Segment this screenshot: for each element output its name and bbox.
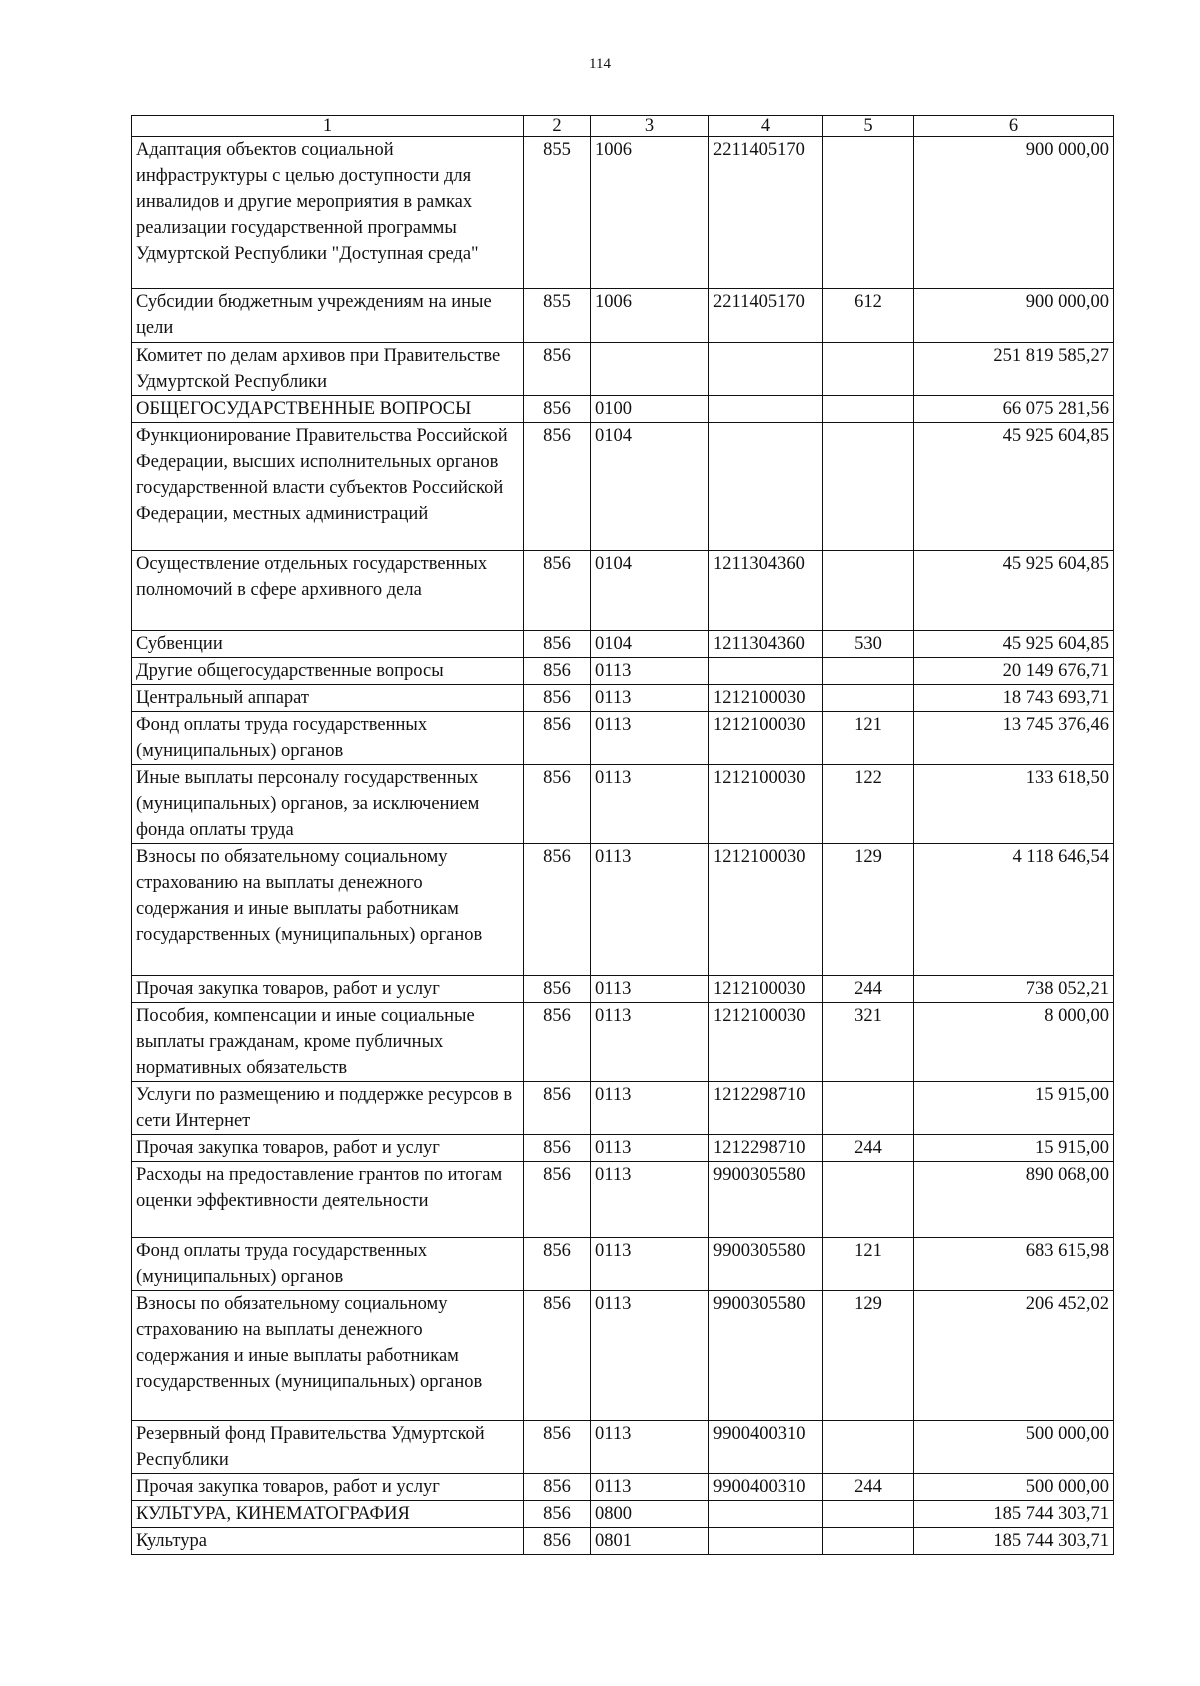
- row-name-cell: КУЛЬТУРА, КИНЕМАТОГРАФИЯ: [132, 1501, 524, 1528]
- row-code-cell: 856: [524, 1162, 591, 1238]
- row-target-cell: [709, 423, 823, 551]
- row-name-cell: Фонд оплаты труда государственных (муниципальных) органов: [132, 1238, 524, 1291]
- row-amount-cell: 15 915,00: [914, 1082, 1114, 1135]
- row-name-cell: Другие общегосударственные вопросы: [132, 658, 524, 685]
- row-amount-cell: 683 615,98: [914, 1238, 1114, 1291]
- row-target-cell: 9900400310: [709, 1421, 823, 1474]
- row-section-cell: 0113: [591, 1003, 709, 1082]
- column-header: 4: [709, 116, 823, 137]
- row-name-cell: Прочая закупка товаров, работ и услуг: [132, 1135, 524, 1162]
- table-row: [132, 712, 1114, 765]
- table-row: [132, 396, 1114, 423]
- row-type-cell: [823, 137, 914, 289]
- row-amount-cell: 738 052,21: [914, 976, 1114, 1003]
- row-type-cell: [823, 1162, 914, 1238]
- table-row: [132, 658, 1114, 685]
- row-code-cell: 856: [524, 343, 591, 396]
- row-target-cell: 1212100030: [709, 1003, 823, 1082]
- table-row: [132, 844, 1114, 976]
- row-target-cell: [709, 658, 823, 685]
- row-name-cell: ОБЩЕГОСУДАРСТВЕННЫЕ ВОПРОСЫ: [132, 396, 524, 423]
- row-code-cell: 856: [524, 976, 591, 1003]
- row-amount-cell: 500 000,00: [914, 1474, 1114, 1501]
- row-target-cell: 1211304360: [709, 551, 823, 631]
- row-name-cell: Функционирование Правительства Российской Федерации, высших исполнительных органов государственной власти субъектов Российской Федерации, местных администраций: [132, 423, 524, 551]
- row-section-cell: 0113: [591, 658, 709, 685]
- row-code-cell: 856: [524, 423, 591, 551]
- row-code-cell: 856: [524, 1501, 591, 1528]
- row-name-cell: Адаптация объектов социальной инфраструктуры с целью доступности для инвалидов и другие мероприятия в рамках реализации государственной программы Удмуртской Республики "Доступная среда": [132, 137, 524, 289]
- row-code-cell: 856: [524, 844, 591, 976]
- row-type-cell: 530: [823, 631, 914, 658]
- row-amount-cell: 8 000,00: [914, 1003, 1114, 1082]
- row-type-cell: 244: [823, 1474, 914, 1501]
- row-code-cell: 856: [524, 685, 591, 712]
- row-type-cell: [823, 343, 914, 396]
- table-row: [132, 551, 1114, 631]
- row-section-cell: 1006: [591, 289, 709, 343]
- row-name-cell: Прочая закупка товаров, работ и услуг: [132, 1474, 524, 1501]
- row-name-cell: Взносы по обязательному социальному страхованию на выплаты денежного содержания и иные выплаты работникам государственных (муниципальных) органов: [132, 1291, 524, 1421]
- row-name-cell: Резервный фонд Правительства Удмуртской Республики: [132, 1421, 524, 1474]
- row-target-cell: 9900305580: [709, 1238, 823, 1291]
- row-type-cell: 122: [823, 765, 914, 844]
- table-row: [132, 1238, 1114, 1291]
- row-amount-cell: 900 000,00: [914, 289, 1114, 343]
- page-number: 114: [589, 56, 611, 72]
- row-target-cell: [709, 1501, 823, 1528]
- row-section-cell: 0113: [591, 976, 709, 1003]
- row-amount-cell: 13 745 376,46: [914, 712, 1114, 765]
- row-amount-cell: 206 452,02: [914, 1291, 1114, 1421]
- row-section-cell: 0104: [591, 551, 709, 631]
- row-type-cell: [823, 685, 914, 712]
- column-header: 1: [132, 116, 524, 137]
- row-amount-cell: 66 075 281,56: [914, 396, 1114, 423]
- row-section-cell: 0113: [591, 1474, 709, 1501]
- row-section-cell: 0113: [591, 712, 709, 765]
- column-header: 5: [823, 116, 914, 137]
- table-body: [132, 137, 1114, 1555]
- row-target-cell: 9900305580: [709, 1162, 823, 1238]
- row-code-cell: 856: [524, 551, 591, 631]
- row-type-cell: [823, 423, 914, 551]
- row-code-cell: 856: [524, 1003, 591, 1082]
- row-type-cell: 244: [823, 976, 914, 1003]
- table-row: [132, 1162, 1114, 1238]
- table-row: [132, 1135, 1114, 1162]
- row-name-cell: Комитет по делам архивов при Правительстве Удмуртской Республики: [132, 343, 524, 396]
- row-target-cell: 1212100030: [709, 712, 823, 765]
- row-name-cell: Иные выплаты персоналу государственных (муниципальных) органов, за исключением фонда оплаты труда: [132, 765, 524, 844]
- row-code-cell: 856: [524, 1291, 591, 1421]
- table-row: [132, 631, 1114, 658]
- row-section-cell: 0113: [591, 1135, 709, 1162]
- row-target-cell: [709, 343, 823, 396]
- row-type-cell: [823, 1421, 914, 1474]
- table-row: [132, 137, 1114, 289]
- row-code-cell: 856: [524, 765, 591, 844]
- row-section-cell: 0113: [591, 844, 709, 976]
- row-target-cell: 1212298710: [709, 1082, 823, 1135]
- row-type-cell: [823, 551, 914, 631]
- row-amount-cell: 4 118 646,54: [914, 844, 1114, 976]
- row-amount-cell: 890 068,00: [914, 1162, 1114, 1238]
- row-section-cell: 0113: [591, 765, 709, 844]
- row-code-cell: 856: [524, 396, 591, 423]
- row-code-cell: 856: [524, 1082, 591, 1135]
- column-header: 3: [591, 116, 709, 137]
- row-amount-cell: 251 819 585,27: [914, 343, 1114, 396]
- row-code-cell: 856: [524, 631, 591, 658]
- row-code-cell: 856: [524, 712, 591, 765]
- row-amount-cell: 15 915,00: [914, 1135, 1114, 1162]
- row-target-cell: 1212100030: [709, 685, 823, 712]
- row-amount-cell: 20 149 676,71: [914, 658, 1114, 685]
- table-row: [132, 1421, 1114, 1474]
- table-row: [132, 343, 1114, 396]
- row-code-cell: 855: [524, 137, 591, 289]
- row-type-cell: 244: [823, 1135, 914, 1162]
- row-amount-cell: 45 925 604,85: [914, 631, 1114, 658]
- row-name-cell: Взносы по обязательному социальному страхованию на выплаты денежного содержания и иные выплаты работникам государственных (муниципальных) органов: [132, 844, 524, 976]
- row-section-cell: 0113: [591, 685, 709, 712]
- table-row: [132, 1474, 1114, 1501]
- row-code-cell: 856: [524, 1474, 591, 1501]
- row-code-cell: 856: [524, 1421, 591, 1474]
- row-code-cell: 856: [524, 1528, 591, 1555]
- row-type-cell: [823, 658, 914, 685]
- row-target-cell: 1212100030: [709, 976, 823, 1003]
- row-type-cell: [823, 1528, 914, 1555]
- row-amount-cell: 133 618,50: [914, 765, 1114, 844]
- row-type-cell: 321: [823, 1003, 914, 1082]
- row-amount-cell: 500 000,00: [914, 1421, 1114, 1474]
- row-type-cell: [823, 396, 914, 423]
- table-row: [132, 1291, 1114, 1421]
- row-target-cell: 1212298710: [709, 1135, 823, 1162]
- row-amount-cell: 900 000,00: [914, 137, 1114, 289]
- row-name-cell: Услуги по размещению и поддержке ресурсов в сети Интернет: [132, 1082, 524, 1135]
- row-target-cell: 1212100030: [709, 844, 823, 976]
- row-section-cell: 0801: [591, 1528, 709, 1555]
- row-section-cell: 0113: [591, 1162, 709, 1238]
- row-type-cell: 129: [823, 1291, 914, 1421]
- row-section-cell: [591, 343, 709, 396]
- row-type-cell: [823, 1501, 914, 1528]
- column-header: 2: [524, 116, 591, 137]
- row-name-cell: Расходы на предоставление грантов по итогам оценки эффективности деятельности: [132, 1162, 524, 1238]
- row-type-cell: 121: [823, 712, 914, 765]
- row-code-cell: 856: [524, 658, 591, 685]
- row-amount-cell: 45 925 604,85: [914, 423, 1114, 551]
- row-target-cell: [709, 1528, 823, 1555]
- table-row: [132, 1501, 1114, 1528]
- row-amount-cell: 185 744 303,71: [914, 1501, 1114, 1528]
- row-amount-cell: 45 925 604,85: [914, 551, 1114, 631]
- row-name-cell: Прочая закупка товаров, работ и услуг: [132, 976, 524, 1003]
- table-row: [132, 765, 1114, 844]
- table-row: [132, 1082, 1114, 1135]
- row-code-cell: 856: [524, 1135, 591, 1162]
- row-type-cell: 129: [823, 844, 914, 976]
- row-section-cell: 0113: [591, 1421, 709, 1474]
- row-section-cell: 0113: [591, 1291, 709, 1421]
- row-target-cell: 1212100030: [709, 765, 823, 844]
- row-name-cell: Субсидии бюджетным учреждениям на иные цели: [132, 289, 524, 343]
- row-code-cell: 855: [524, 289, 591, 343]
- table-row: [132, 1528, 1114, 1555]
- table-row: [132, 976, 1114, 1003]
- row-target-cell: 2211405170: [709, 289, 823, 343]
- row-name-cell: Фонд оплаты труда государственных (муниципальных) органов: [132, 712, 524, 765]
- row-section-cell: 0100: [591, 396, 709, 423]
- row-target-cell: 2211405170: [709, 137, 823, 289]
- row-target-cell: [709, 396, 823, 423]
- row-target-cell: 9900400310: [709, 1474, 823, 1501]
- table-row: [132, 685, 1114, 712]
- row-type-cell: 612: [823, 289, 914, 343]
- table-row: [132, 289, 1114, 343]
- column-header: 6: [914, 116, 1114, 137]
- row-section-cell: 0800: [591, 1501, 709, 1528]
- row-name-cell: Культура: [132, 1528, 524, 1555]
- table-row: [132, 423, 1114, 551]
- row-name-cell: Центральный аппарат: [132, 685, 524, 712]
- row-section-cell: 1006: [591, 137, 709, 289]
- row-name-cell: Субвенции: [132, 631, 524, 658]
- header-row: [132, 116, 1114, 137]
- row-target-cell: 9900305580: [709, 1291, 823, 1421]
- table-row: [132, 1003, 1114, 1082]
- row-section-cell: 0113: [591, 1238, 709, 1291]
- row-name-cell: Пособия, компенсации и иные социальные выплаты гражданам, кроме публичных нормативных обязательств: [132, 1003, 524, 1082]
- row-type-cell: 121: [823, 1238, 914, 1291]
- budget-table: [131, 115, 1114, 1555]
- row-name-cell: Осуществление отдельных государственных полномочий в сфере архивного дела: [132, 551, 524, 631]
- row-amount-cell: 185 744 303,71: [914, 1528, 1114, 1555]
- row-target-cell: 1211304360: [709, 631, 823, 658]
- row-type-cell: [823, 1082, 914, 1135]
- row-amount-cell: 18 743 693,71: [914, 685, 1114, 712]
- row-code-cell: 856: [524, 1238, 591, 1291]
- row-section-cell: 0104: [591, 631, 709, 658]
- row-section-cell: 0104: [591, 423, 709, 551]
- row-section-cell: 0113: [591, 1082, 709, 1135]
